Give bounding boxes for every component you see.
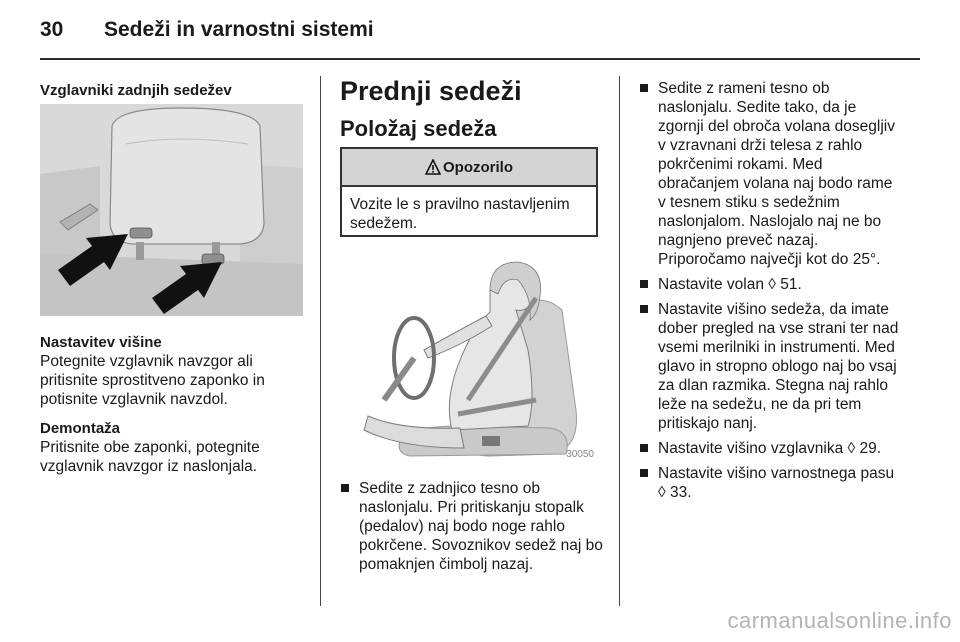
height-adjust-title: Nastavitev višine bbox=[40, 334, 162, 351]
section-title: Sedeži in varnostni sistemi bbox=[104, 18, 374, 41]
bullet-marker bbox=[341, 484, 349, 492]
page-number: 30 bbox=[40, 18, 64, 41]
column-divider-left bbox=[320, 76, 321, 606]
rear-headrest-heading: Vzglavniki zadnjih sedežev bbox=[40, 82, 232, 99]
list-item: Nastavite višino sedeža, da imate dober pregled na vse strani ter nad vsemi merilniki in instrumenti. Med glavo in stropno oblogo naj bo vsaj za dlan razmika. Stegna naj rahlo leže na sedežu, ne da pri tem pritiskajo nanj. bbox=[639, 300, 914, 433]
removal-text: Pritisnite obe zaponki, potegnite vzglavnik navzgor iz naslonjala. bbox=[40, 439, 260, 475]
seat-position-heading: Položaj sedeža bbox=[340, 116, 497, 141]
list-item: Sedite z rameni tesno ob naslonjalu. Sedite tako, da je zgornji del obroča volana dosegljiv v vzravnani drži telesa z rahlo pokrčenimi rokami. Med obračanjem volana naj bodo rame v tesnem stiku s sedežnim naslonjalom. Naslojalo naj ne bo nagnjeno preveč nazaj. Priporočamo največji kot do 25°. bbox=[639, 79, 914, 269]
bullet-marker bbox=[640, 84, 648, 92]
illustration-code: 30050 bbox=[566, 449, 594, 460]
warning-label: Opozorilo bbox=[443, 158, 513, 176]
front-seats-heading: Prednji sedeži bbox=[340, 76, 522, 106]
instruction-bullet-list bbox=[639, 79, 914, 508]
list-item: Sedite z zadnjico tesno ob naslonjalu. Pri pritiskanju stopalk (pedalov) naj bodo noge rahlo pokrčene. Sovoznikov sedež naj bo pomaknjen čimbolj nazaj. bbox=[340, 479, 610, 574]
watermark: carmanualsonline.info bbox=[727, 608, 952, 633]
list-item bbox=[639, 275, 914, 294]
list-item bbox=[639, 439, 914, 458]
warning-text: Vozite le s pravilno nastavljenim sedežem. bbox=[350, 196, 570, 232]
bullet-marker bbox=[640, 305, 648, 313]
seatbelt-link[interactable]: ◊ 33. bbox=[658, 484, 692, 501]
rear-headrest-illustration bbox=[40, 104, 303, 316]
seat-bullet-list bbox=[340, 479, 610, 580]
header-rule bbox=[40, 58, 920, 60]
steering-wheel-link[interactable]: Nastavite volan ◊ 51. bbox=[658, 276, 802, 293]
driver-seat-illustration bbox=[340, 250, 598, 462]
bullet-marker bbox=[640, 444, 648, 452]
bullet-marker bbox=[640, 280, 648, 288]
column-divider-right bbox=[619, 76, 620, 606]
warning-triangle-icon bbox=[425, 159, 441, 175]
warning-header bbox=[342, 149, 596, 187]
removal-title: Demontaža bbox=[40, 420, 121, 437]
height-adjust-text: Potegnite vzglavnik navzgor ali pritisnite sprostitveno zaponko in potisnite vzglavnik navzdol. bbox=[40, 353, 265, 408]
bullet-marker bbox=[640, 469, 648, 477]
list-item: Nastavite višino varnostnega pasu ◊ 33. bbox=[639, 464, 914, 502]
headrest-link[interactable]: Nastavite višino vzglavnika ◊ 29. bbox=[658, 440, 882, 457]
warning-box bbox=[340, 147, 598, 237]
